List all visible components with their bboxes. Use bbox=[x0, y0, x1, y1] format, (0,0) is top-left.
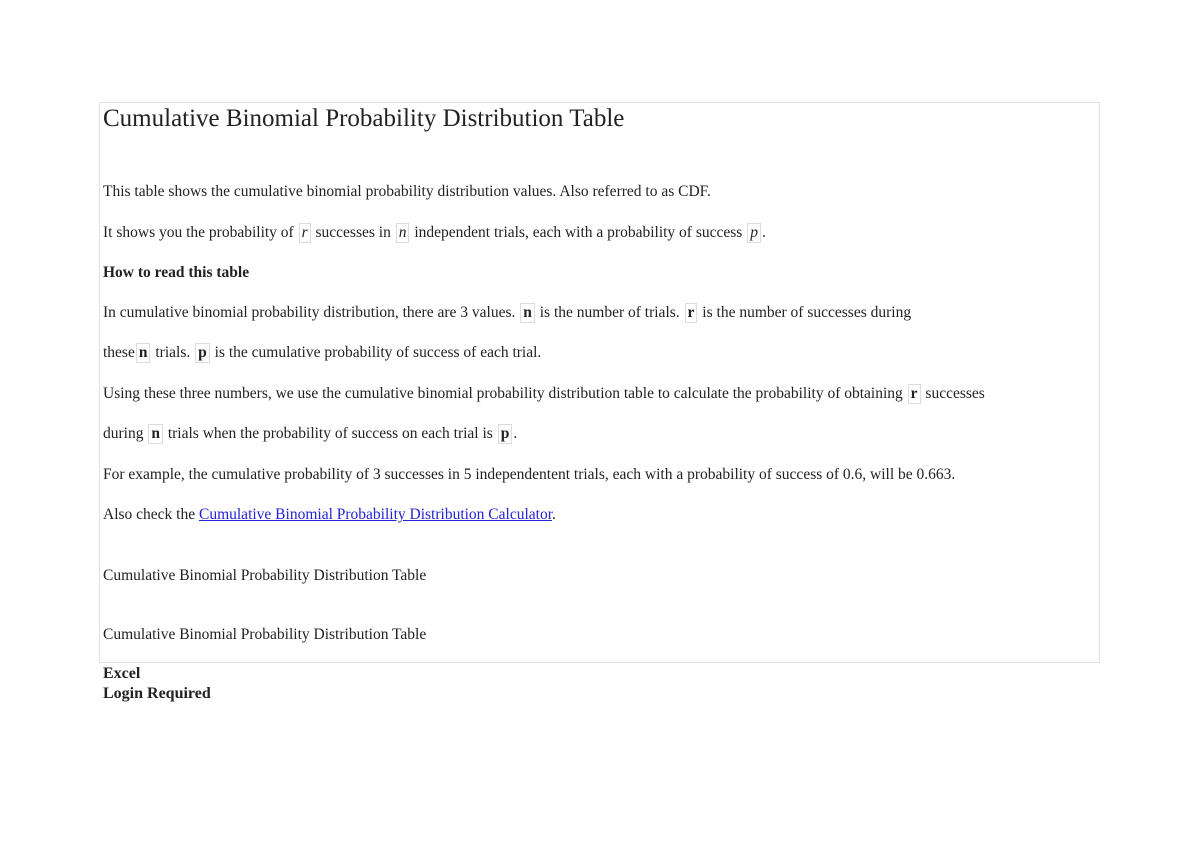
variable-r: r bbox=[685, 303, 698, 323]
variable-n: n bbox=[136, 343, 151, 363]
para2b-text-b: trials when the probability of success on each trial is bbox=[167, 425, 493, 442]
table-label-1: Cumulative Binomial Probability Distribution Table bbox=[103, 567, 427, 584]
shows-text-4: . bbox=[761, 224, 766, 241]
variable-n: n bbox=[520, 303, 535, 323]
also-prefix: Also check the bbox=[103, 506, 196, 523]
shows-text-1: It shows you the probability of bbox=[103, 224, 294, 241]
table-label-2: Cumulative Binomial Probability Distribution Table bbox=[103, 626, 427, 643]
paragraph-values-cont bbox=[103, 343, 541, 363]
also-check-line bbox=[103, 505, 556, 525]
variable-p: p bbox=[747, 223, 761, 243]
variable-p: p bbox=[498, 424, 513, 444]
shows-text-2: successes in bbox=[315, 224, 391, 241]
page-title: Cumulative Binomial Probability Distribution Table bbox=[103, 105, 625, 132]
excel-label[interactable]: Excel bbox=[103, 665, 141, 682]
variable-r: r bbox=[908, 384, 921, 404]
variable-n: n bbox=[148, 424, 163, 444]
intro-text: This table shows the cumulative binomial probability distribution values. Also referred to as CDF. bbox=[103, 183, 711, 200]
paragraph-usage bbox=[103, 384, 985, 404]
para1-text-c: is the number of successes during bbox=[702, 304, 912, 321]
variable-n: n bbox=[396, 223, 410, 243]
variable-p: p bbox=[195, 343, 210, 363]
para1-text-b: is the number of trials. bbox=[539, 304, 680, 321]
howto-heading: How to read this table bbox=[103, 264, 250, 281]
para1-text-a: In cumulative binomial probability distribution, there are 3 values. bbox=[103, 304, 516, 321]
shows-paragraph bbox=[103, 223, 766, 243]
para1b-text-c: is the cumulative probability of success of each trial. bbox=[214, 344, 542, 361]
calculator-link[interactable]: Cumulative Binomial Probability Distribution Calculator bbox=[198, 506, 553, 523]
para2b-text-a: during bbox=[103, 425, 144, 442]
login-required-label: Login Required bbox=[103, 685, 211, 702]
example-text: For example, the cumulative probability of 3 successes in 5 independentent trials, each with a probability of success of 0.6, will be 0.663. bbox=[103, 466, 956, 483]
para1b-text-a: these bbox=[103, 344, 135, 361]
paragraph-values bbox=[103, 303, 911, 323]
also-suffix: . bbox=[552, 506, 556, 523]
para2b-text-c: . bbox=[513, 425, 518, 442]
shows-text-3: independent trials, each with a probability of success bbox=[414, 224, 743, 241]
paragraph-usage-cont bbox=[103, 424, 517, 444]
para2-text-b: successes bbox=[925, 385, 985, 402]
para1b-text-b: trials. bbox=[155, 344, 191, 361]
para2-text-a: Using these three numbers, we use the cumulative binomial probability distribution table to calculate the probability of obtaining bbox=[103, 385, 903, 402]
variable-r: r bbox=[299, 223, 311, 243]
